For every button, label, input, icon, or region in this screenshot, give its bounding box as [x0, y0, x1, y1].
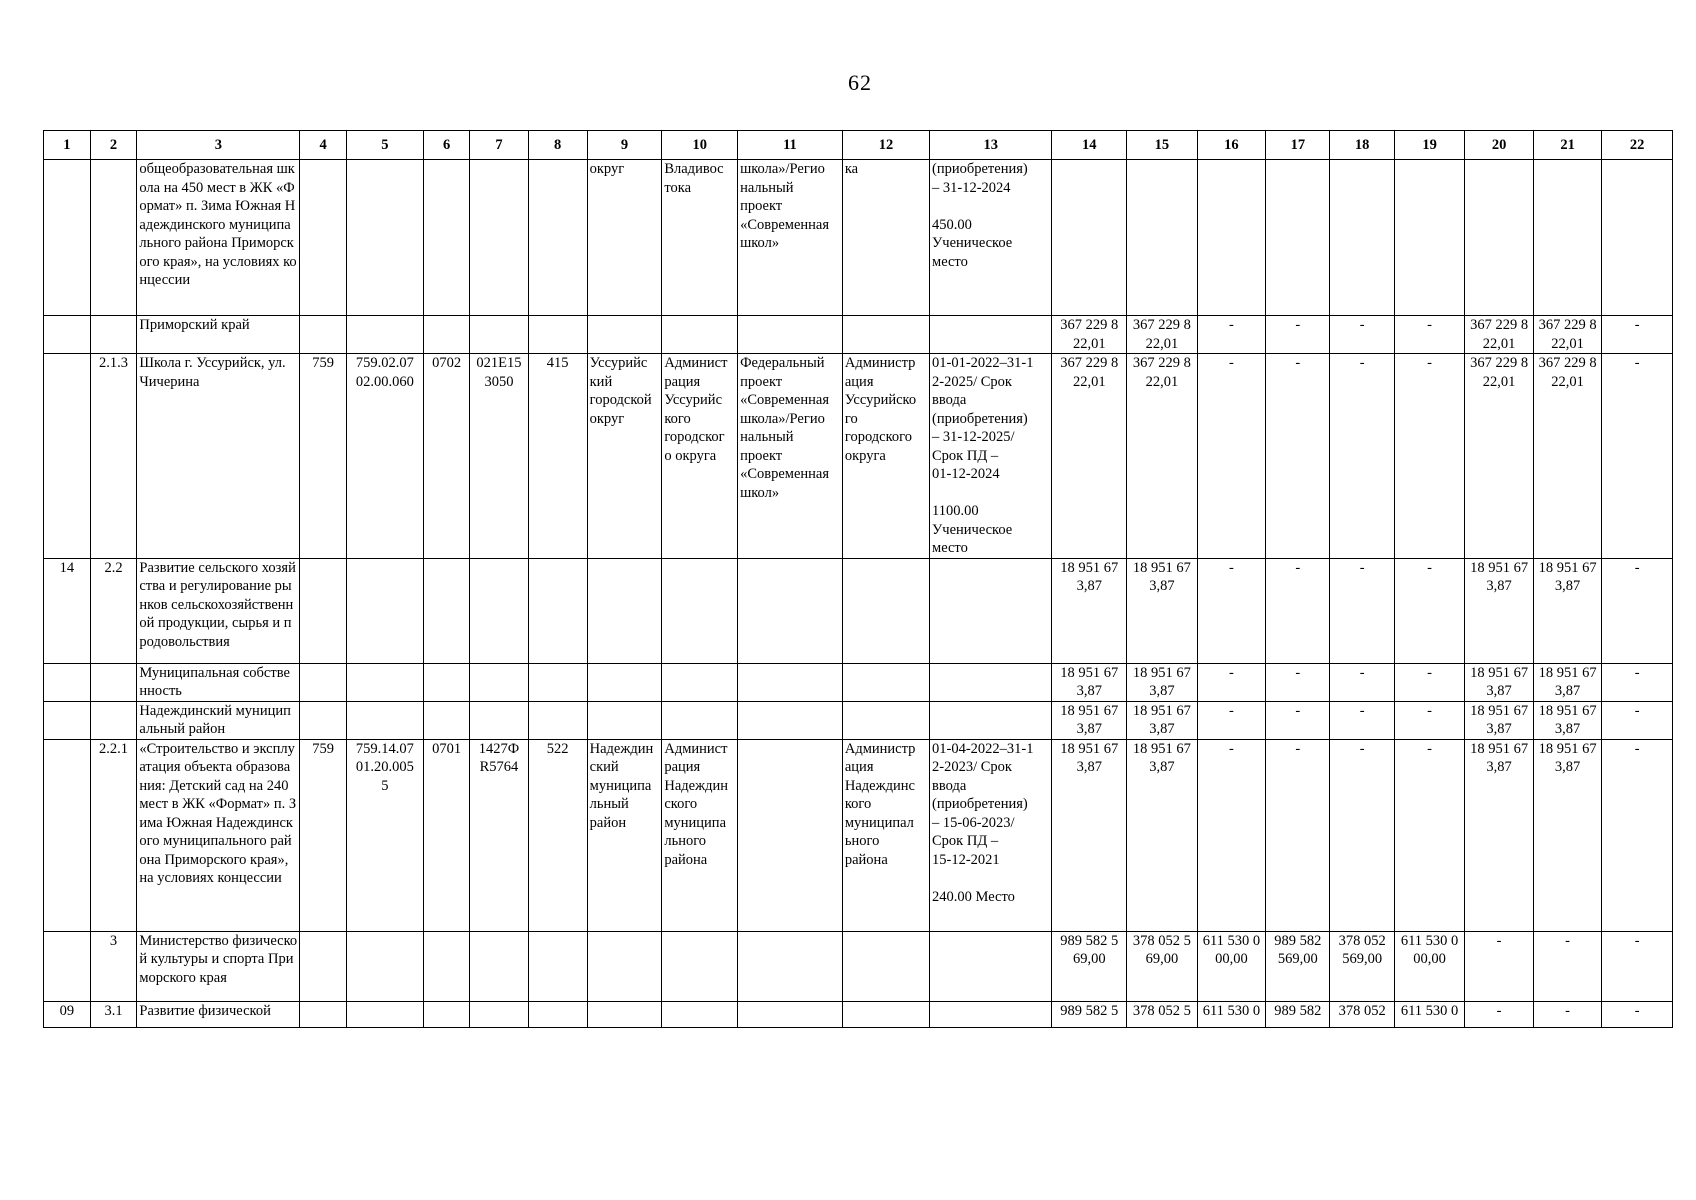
cell-col-1 — [44, 354, 91, 559]
column-header-14: 14 — [1052, 131, 1127, 160]
cell-col-16: - — [1197, 558, 1265, 663]
column-header-19: 19 — [1394, 131, 1465, 160]
cell-col-12: ка — [842, 160, 929, 316]
cell-col-11 — [738, 739, 843, 931]
cell-col-10 — [662, 1001, 738, 1027]
cell-col-9 — [587, 558, 662, 663]
column-header-13: 13 — [930, 131, 1052, 160]
cell-col-1 — [44, 931, 91, 1001]
cell-col-5: 759.14.07 01.20.005 5 — [346, 739, 423, 931]
cell-col-20: 18 951 67 3,87 — [1465, 558, 1533, 663]
cell-col-18: 378 052 — [1330, 1001, 1394, 1027]
cell-col-14: 18 951 67 3,87 — [1052, 663, 1127, 701]
cell-col-12 — [842, 1001, 929, 1027]
cell-col-21: 367 229 8 22,01 — [1533, 354, 1601, 559]
budget-table — [43, 130, 1673, 1028]
cell-col-7 — [470, 931, 528, 1001]
cell-col-8: 522 — [528, 739, 587, 931]
cell-col-11: школа»/Регио нальный проект «Современная школ» — [738, 160, 843, 316]
cell-col-16: - — [1197, 739, 1265, 931]
cell-col-17: - — [1266, 558, 1330, 663]
cell-col-7 — [470, 316, 528, 354]
cell-col-22: - — [1602, 354, 1673, 559]
cell-col-20: - — [1465, 931, 1533, 1001]
cell-col-17: 989 582 569,00 — [1266, 931, 1330, 1001]
cell-col-18: - — [1330, 701, 1394, 739]
cell-col-3: «Строительство и эксплуатация объекта образования: Детский сад на 240 мест в ЖК «Формат» п. Зима Южная Надеждинского муниципального района Приморского края», на условиях концессии — [137, 739, 300, 931]
cell-col-21: 18 951 67 3,87 — [1533, 558, 1601, 663]
cell-col-8 — [528, 663, 587, 701]
cell-col-13 — [930, 701, 1052, 739]
cell-col-17: - — [1266, 354, 1330, 559]
cell-col-1 — [44, 701, 91, 739]
cell-col-3: Муниципальная собственность — [137, 663, 300, 701]
cell-col-1: 09 — [44, 1001, 91, 1027]
cell-col-4 — [300, 701, 347, 739]
cell-col-9: Надеждин ский муниципа льный район — [587, 739, 662, 931]
cell-col-11 — [738, 1001, 843, 1027]
cell-col-19: - — [1394, 354, 1465, 559]
cell-col-19 — [1394, 160, 1465, 316]
cell-col-2: 2.1.3 — [90, 354, 137, 559]
cell-col-20: 367 229 8 22,01 — [1465, 354, 1533, 559]
cell-col-17: - — [1266, 701, 1330, 739]
cell-col-21 — [1533, 160, 1601, 316]
cell-col-2 — [90, 160, 137, 316]
cell-col-3: Приморский край — [137, 316, 300, 354]
page-number: 62 — [848, 70, 872, 95]
cell-col-9 — [587, 316, 662, 354]
cell-col-6 — [423, 1001, 470, 1027]
cell-col-19: 611 530 0 — [1394, 1001, 1465, 1027]
cell-col-5 — [346, 1001, 423, 1027]
table-row — [44, 354, 1673, 559]
column-header-17: 17 — [1266, 131, 1330, 160]
cell-col-9: Уссурийс кий городской округ — [587, 354, 662, 559]
table-row — [44, 931, 1673, 1001]
cell-col-16 — [1197, 160, 1265, 316]
cell-col-13 — [930, 931, 1052, 1001]
cell-col-12 — [842, 663, 929, 701]
cell-col-8 — [528, 160, 587, 316]
cell-col-15 — [1127, 160, 1198, 316]
cell-col-8 — [528, 701, 587, 739]
cell-col-17: 989 582 — [1266, 1001, 1330, 1027]
cell-col-1: 14 — [44, 558, 91, 663]
cell-col-6 — [423, 663, 470, 701]
column-header-21: 21 — [1533, 131, 1601, 160]
cell-col-15: 18 951 67 3,87 — [1127, 558, 1198, 663]
cell-col-13 — [930, 558, 1052, 663]
cell-col-18: - — [1330, 663, 1394, 701]
cell-col-5 — [346, 316, 423, 354]
cell-col-20: 367 229 8 22,01 — [1465, 316, 1533, 354]
cell-col-4: 759 — [300, 354, 347, 559]
cell-col-6 — [423, 931, 470, 1001]
cell-col-2 — [90, 663, 137, 701]
cell-col-1 — [44, 160, 91, 316]
cell-col-21: - — [1533, 1001, 1601, 1027]
cell-col-13 — [930, 663, 1052, 701]
cell-col-16: 611 530 0 00,00 — [1197, 931, 1265, 1001]
cell-col-8: 415 — [528, 354, 587, 559]
cell-col-8 — [528, 1001, 587, 1027]
column-header-15: 15 — [1127, 131, 1198, 160]
cell-col-19: 611 530 0 00,00 — [1394, 931, 1465, 1001]
cell-col-20 — [1465, 160, 1533, 316]
cell-col-5: 759.02.07 02.00.060 — [346, 354, 423, 559]
cell-col-22: - — [1602, 316, 1673, 354]
cell-col-15: 378 052 5 69,00 — [1127, 931, 1198, 1001]
cell-col-4 — [300, 160, 347, 316]
cell-col-22 — [1602, 160, 1673, 316]
cell-col-21: - — [1533, 931, 1601, 1001]
cell-col-13: 01-04-2022–31-1 2-2023/ Срок ввода (приобретения) – 15-06-2023/ Срок ПД – 15-12-2021 240.00 Место — [930, 739, 1052, 931]
cell-col-6: 0701 — [423, 739, 470, 931]
cell-col-21: 18 951 67 3,87 — [1533, 701, 1601, 739]
column-header-3: 3 — [137, 131, 300, 160]
cell-col-3: общеобразовательная школа на 450 мест в ЖК «Формат» п. Зима Южная Надеждинского муниципального района Приморского края», на условиях концессии — [137, 160, 300, 316]
cell-col-13: (приобретения) – 31-12-2024 450.00 Ученическое место — [930, 160, 1052, 316]
cell-col-10 — [662, 701, 738, 739]
cell-col-13 — [930, 1001, 1052, 1027]
cell-col-18: - — [1330, 739, 1394, 931]
cell-col-19: - — [1394, 558, 1465, 663]
cell-col-18: 378 052 569,00 — [1330, 931, 1394, 1001]
cell-col-2 — [90, 316, 137, 354]
cell-col-19: - — [1394, 701, 1465, 739]
column-header-4: 4 — [300, 131, 347, 160]
cell-col-11 — [738, 663, 843, 701]
cell-col-20: 18 951 67 3,87 — [1465, 663, 1533, 701]
cell-col-14: 367 229 8 22,01 — [1052, 354, 1127, 559]
cell-col-7 — [470, 1001, 528, 1027]
cell-col-10 — [662, 316, 738, 354]
cell-col-16: 611 530 0 — [1197, 1001, 1265, 1027]
cell-col-6: 0702 — [423, 354, 470, 559]
cell-col-12 — [842, 701, 929, 739]
cell-col-21: 18 951 67 3,87 — [1533, 663, 1601, 701]
cell-col-20: - — [1465, 1001, 1533, 1027]
cell-col-5 — [346, 663, 423, 701]
cell-col-8 — [528, 931, 587, 1001]
cell-col-15: 378 052 5 — [1127, 1001, 1198, 1027]
column-header-12: 12 — [842, 131, 929, 160]
cell-col-9: округ — [587, 160, 662, 316]
cell-col-2 — [90, 701, 137, 739]
cell-col-13 — [930, 316, 1052, 354]
table-row — [44, 558, 1673, 663]
cell-col-1 — [44, 739, 91, 931]
column-header-5: 5 — [346, 131, 423, 160]
cell-col-2: 3 — [90, 931, 137, 1001]
cell-col-14 — [1052, 160, 1127, 316]
cell-col-21: 18 951 67 3,87 — [1533, 739, 1601, 931]
cell-col-11 — [738, 931, 843, 1001]
cell-col-15: 367 229 8 22,01 — [1127, 354, 1198, 559]
cell-col-9 — [587, 1001, 662, 1027]
cell-col-14: 18 951 67 3,87 — [1052, 558, 1127, 663]
column-header-2: 2 — [90, 131, 137, 160]
cell-col-4 — [300, 558, 347, 663]
cell-col-7 — [470, 701, 528, 739]
cell-col-10 — [662, 931, 738, 1001]
cell-col-19: - — [1394, 316, 1465, 354]
column-header-22: 22 — [1602, 131, 1673, 160]
cell-col-18: - — [1330, 354, 1394, 559]
cell-col-18 — [1330, 160, 1394, 316]
cell-col-21: 367 229 8 22,01 — [1533, 316, 1601, 354]
cell-col-14: 989 582 5 69,00 — [1052, 931, 1127, 1001]
column-header-6: 6 — [423, 131, 470, 160]
cell-col-16: - — [1197, 701, 1265, 739]
cell-col-10 — [662, 558, 738, 663]
cell-col-8 — [528, 316, 587, 354]
cell-col-6 — [423, 558, 470, 663]
column-header-18: 18 — [1330, 131, 1394, 160]
cell-col-6 — [423, 160, 470, 316]
cell-col-17: - — [1266, 739, 1330, 931]
cell-col-19: - — [1394, 739, 1465, 931]
table-row — [44, 316, 1673, 354]
cell-col-7: 021E15 3050 — [470, 354, 528, 559]
cell-col-2: 2.2.1 — [90, 739, 137, 931]
cell-col-12 — [842, 558, 929, 663]
cell-col-12 — [842, 316, 929, 354]
cell-col-15: 18 951 67 3,87 — [1127, 701, 1198, 739]
cell-col-3: Развитие сельского хозяйства и регулирование рынков сельскохозяйственной продукции, сырья и продовольствия — [137, 558, 300, 663]
column-header-11: 11 — [738, 131, 843, 160]
cell-col-16: - — [1197, 663, 1265, 701]
cell-col-3: Развитие физической — [137, 1001, 300, 1027]
cell-col-8 — [528, 558, 587, 663]
table-row — [44, 160, 1673, 316]
cell-col-10 — [662, 663, 738, 701]
table-row — [44, 739, 1673, 931]
cell-col-20: 18 951 67 3,87 — [1465, 739, 1533, 931]
cell-col-16: - — [1197, 354, 1265, 559]
column-header-16: 16 — [1197, 131, 1265, 160]
cell-col-14: 18 951 67 3,87 — [1052, 701, 1127, 739]
cell-col-22: - — [1602, 663, 1673, 701]
table-row — [44, 701, 1673, 739]
cell-col-3: Министерство физической культуры и спорта Приморского края — [137, 931, 300, 1001]
cell-col-11 — [738, 701, 843, 739]
cell-col-9 — [587, 701, 662, 739]
cell-col-17 — [1266, 160, 1330, 316]
cell-col-13: 01-01-2022–31-1 2-2025/ Срок ввода (приобретения) – 31-12-2025/ Срок ПД – 01-12-2024 1100.00 Ученическое место — [930, 354, 1052, 559]
cell-col-5 — [346, 931, 423, 1001]
cell-col-10: Владивос тока — [662, 160, 738, 316]
cell-col-9 — [587, 663, 662, 701]
cell-col-10: Админист рация Надеждин ского муниципа льного района — [662, 739, 738, 931]
cell-col-22: - — [1602, 701, 1673, 739]
cell-col-4 — [300, 316, 347, 354]
cell-col-12: Администр ация Уссурийско го городского округа — [842, 354, 929, 559]
cell-col-7 — [470, 160, 528, 316]
cell-col-22: - — [1602, 558, 1673, 663]
cell-col-20: 18 951 67 3,87 — [1465, 701, 1533, 739]
column-header-20: 20 — [1465, 131, 1533, 160]
cell-col-14: 367 229 8 22,01 — [1052, 316, 1127, 354]
cell-col-7 — [470, 558, 528, 663]
cell-col-14: 18 951 67 3,87 — [1052, 739, 1127, 931]
column-header-10: 10 — [662, 131, 738, 160]
column-header-8: 8 — [528, 131, 587, 160]
cell-col-9 — [587, 931, 662, 1001]
cell-col-2: 3.1 — [90, 1001, 137, 1027]
column-header-9: 9 — [587, 131, 662, 160]
cell-col-3: Надеждинский муниципальный район — [137, 701, 300, 739]
cell-col-22: - — [1602, 931, 1673, 1001]
cell-col-4: 759 — [300, 739, 347, 931]
cell-col-15: 367 229 8 22,01 — [1127, 316, 1198, 354]
table-row — [44, 663, 1673, 701]
cell-col-17: - — [1266, 663, 1330, 701]
cell-col-11 — [738, 558, 843, 663]
header-row — [44, 131, 1673, 160]
cell-col-3: Школа г. Уссурийск, ул. Чичерина — [137, 354, 300, 559]
cell-col-18: - — [1330, 558, 1394, 663]
cell-col-5 — [346, 160, 423, 316]
cell-col-22: - — [1602, 739, 1673, 931]
cell-col-15: 18 951 67 3,87 — [1127, 739, 1198, 931]
cell-col-14: 989 582 5 — [1052, 1001, 1127, 1027]
cell-col-11 — [738, 316, 843, 354]
column-header-1: 1 — [44, 131, 91, 160]
cell-col-12 — [842, 931, 929, 1001]
table-row — [44, 1001, 1673, 1027]
cell-col-11: Федеральный проект «Современная школа»/Регио нальный проект «Современная школ» — [738, 354, 843, 559]
cell-col-4 — [300, 663, 347, 701]
cell-col-18: - — [1330, 316, 1394, 354]
cell-col-15: 18 951 67 3,87 — [1127, 663, 1198, 701]
cell-col-1 — [44, 316, 91, 354]
cell-col-16: - — [1197, 316, 1265, 354]
column-header-7: 7 — [470, 131, 528, 160]
cell-col-4 — [300, 931, 347, 1001]
cell-col-22: - — [1602, 1001, 1673, 1027]
cell-col-6 — [423, 701, 470, 739]
cell-col-12: Администр ация Надеждинс кого муниципал ьного района — [842, 739, 929, 931]
cell-col-6 — [423, 316, 470, 354]
cell-col-7: 1427Ф R5764 — [470, 739, 528, 931]
cell-col-4 — [300, 1001, 347, 1027]
cell-col-2: 2.2 — [90, 558, 137, 663]
cell-col-17: - — [1266, 316, 1330, 354]
cell-col-10: Админист рация Уссурийс кого городског о округа — [662, 354, 738, 559]
cell-col-5 — [346, 701, 423, 739]
cell-col-19: - — [1394, 663, 1465, 701]
cell-col-5 — [346, 558, 423, 663]
cell-col-1 — [44, 663, 91, 701]
cell-col-7 — [470, 663, 528, 701]
